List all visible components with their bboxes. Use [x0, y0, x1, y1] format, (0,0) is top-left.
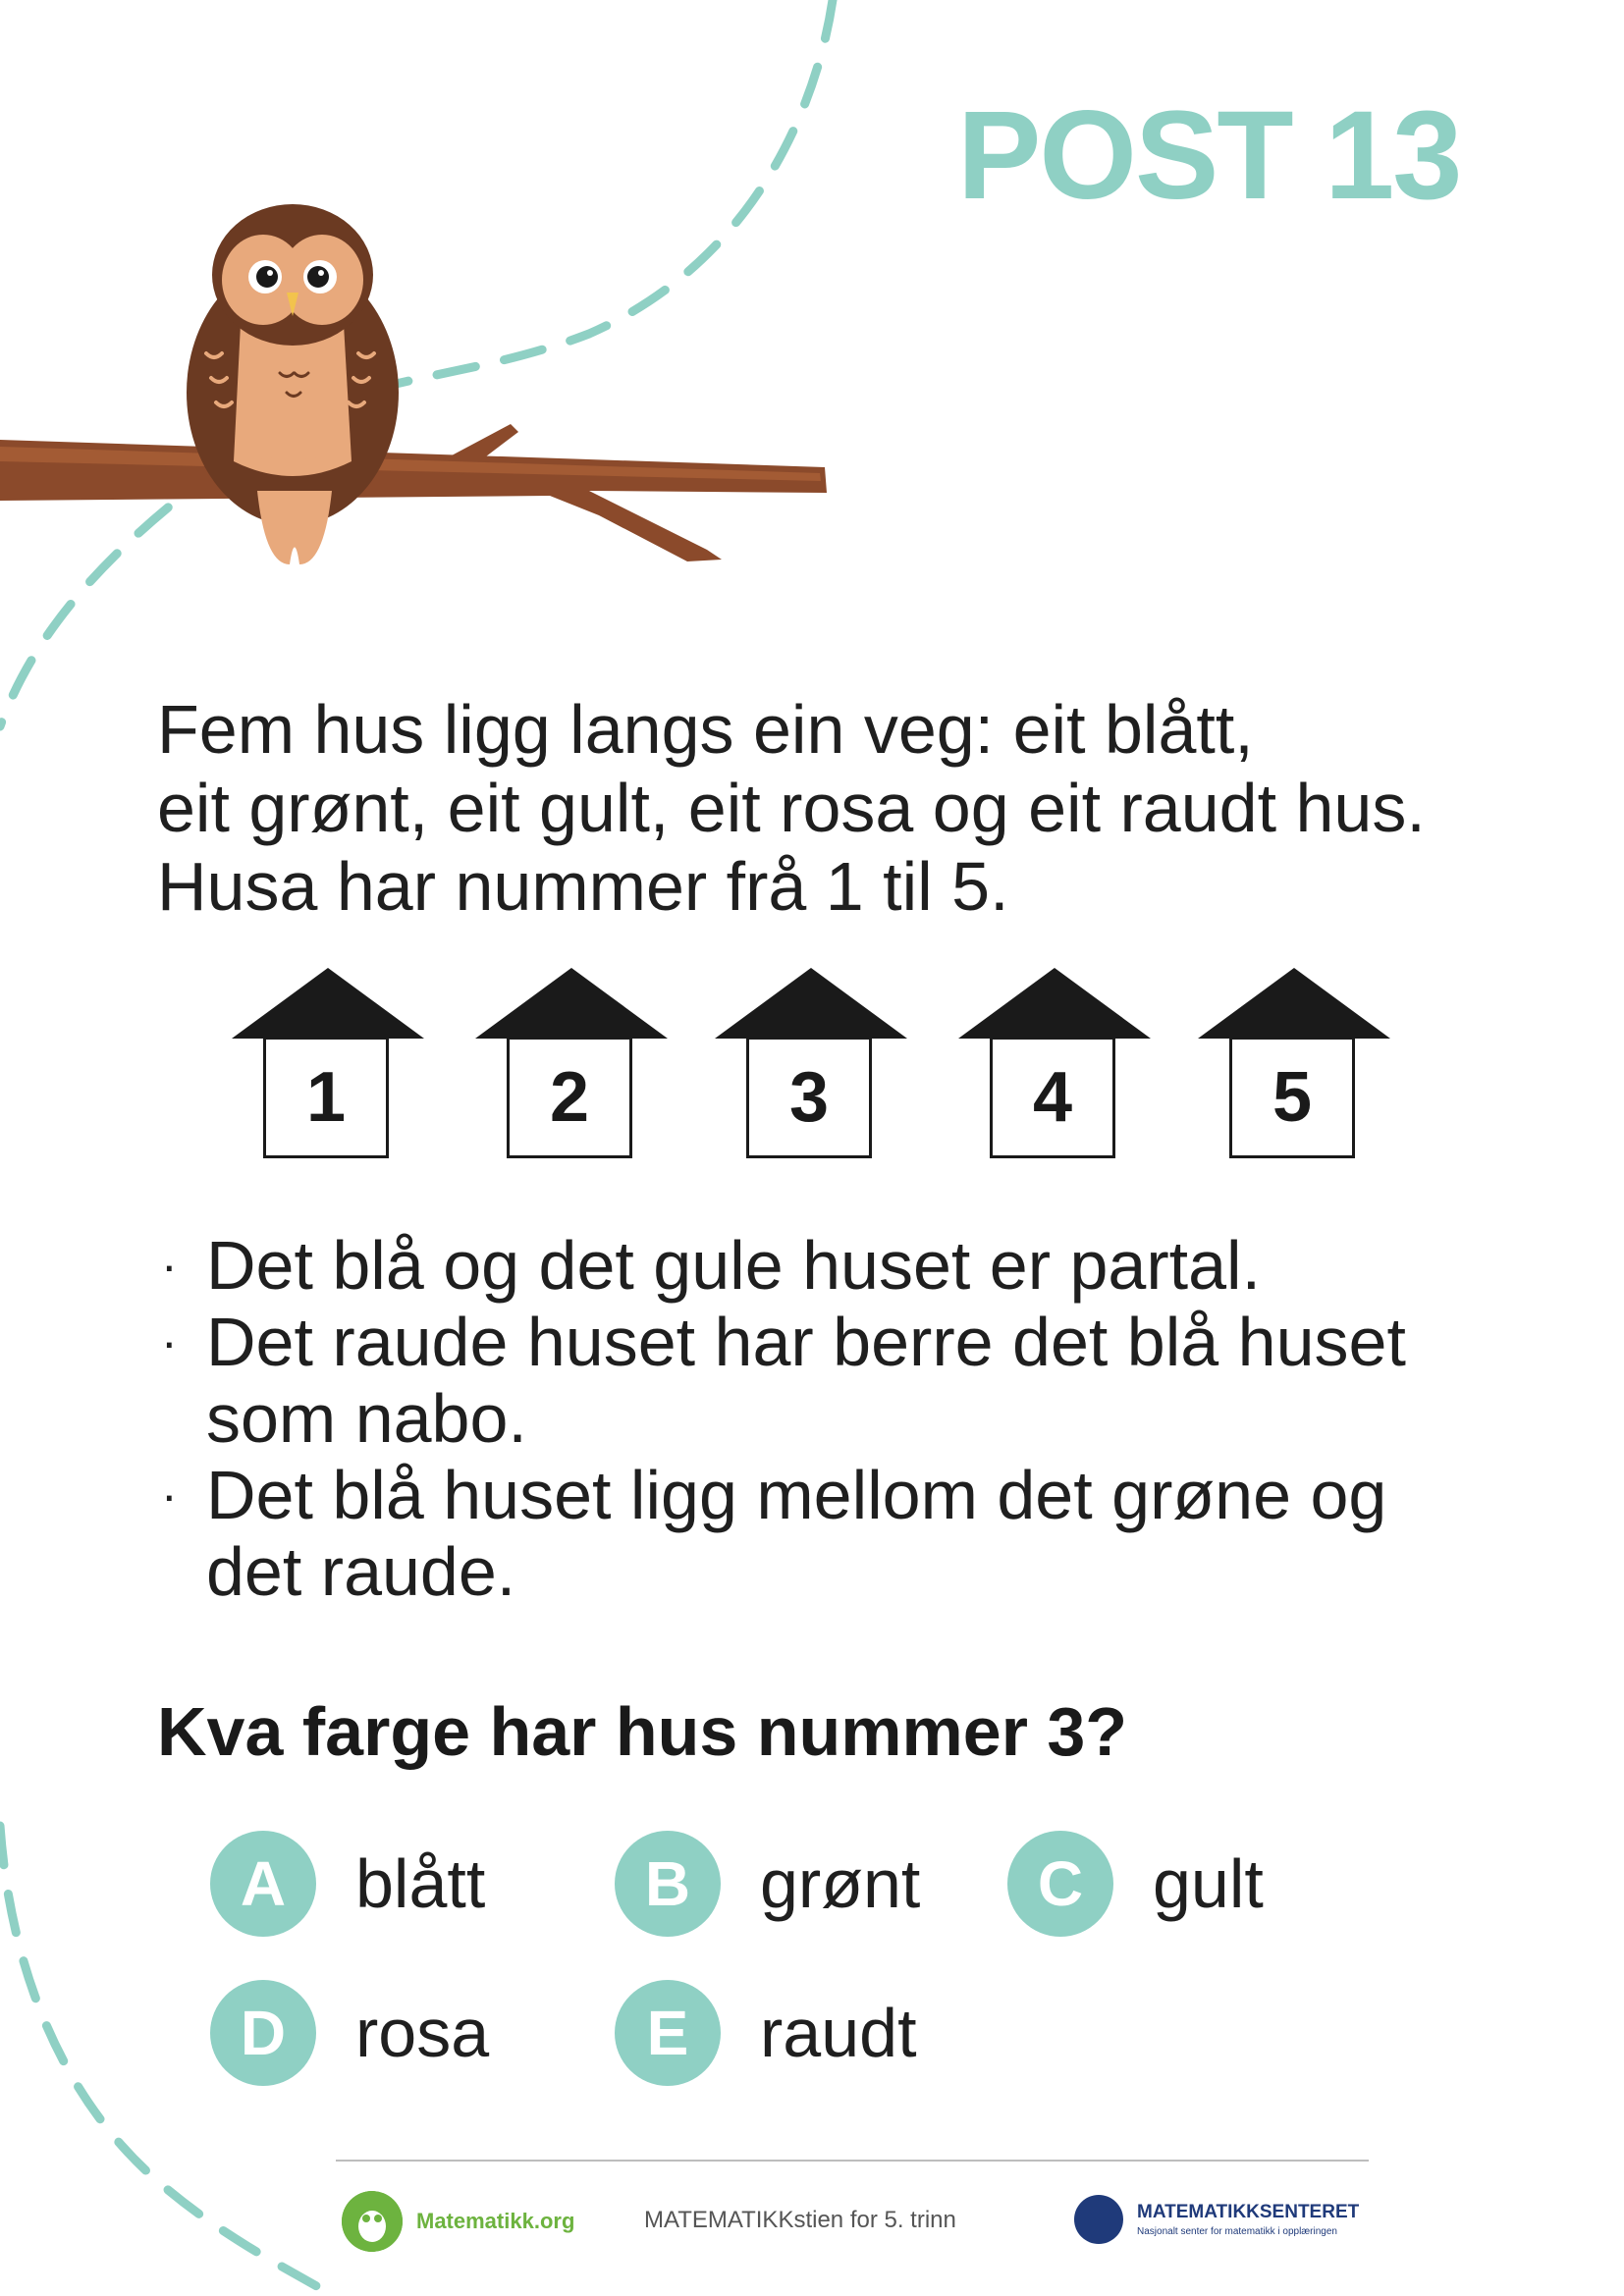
- option-letter-badge: C: [1007, 1831, 1113, 1937]
- house-1: [232, 968, 424, 1164]
- intro-line: eit grønt, eit gult, eit rosa og eit raudt hus.: [157, 770, 1426, 846]
- bullet: ·: [161, 1468, 178, 1522]
- option-label: rosa: [355, 1995, 490, 2071]
- clue-item: [157, 1457, 1463, 1610]
- bullet: ·: [161, 1238, 178, 1293]
- option-letter-badge: B: [615, 1831, 721, 1937]
- option-b[interactable]: [615, 1830, 920, 1938]
- option-label: blått: [355, 1845, 486, 1922]
- house-number: 1: [263, 1037, 389, 1158]
- option-letter-badge: D: [210, 1980, 316, 2086]
- matematikksenteret-title: MATEMATIKKSENTERET: [1137, 2202, 1360, 2222]
- matematikk-org-logo[interactable]: [342, 2191, 574, 2252]
- clue-text: Det blå og det gule huset er partal.: [206, 1227, 1262, 1304]
- matematikksenteret-logo[interactable]: [1074, 2195, 1359, 2244]
- house-5: [1198, 968, 1390, 1164]
- house-roof: [475, 968, 668, 1039]
- dashed-path-top: [0, 0, 833, 726]
- house-number: 5: [1229, 1037, 1355, 1158]
- clue-item: [157, 1227, 1463, 1304]
- option-letter-badge: E: [615, 1980, 721, 2086]
- owl-logo-icon: [342, 2191, 403, 2252]
- option-d[interactable]: [210, 1979, 489, 2087]
- house-roof: [232, 968, 424, 1039]
- clues-list: [157, 1227, 1463, 1610]
- houses-row: [232, 968, 1390, 1164]
- option-label: gult: [1153, 1845, 1264, 1922]
- house-roof: [1198, 968, 1390, 1039]
- intro-line: Fem hus ligg langs ein veg: eit blått,: [157, 691, 1254, 768]
- matematikk-org-label: Matematikk.org: [416, 2209, 575, 2233]
- option-label: raudt: [760, 1995, 917, 2071]
- option-label: grønt: [760, 1845, 921, 1922]
- house-roof: [715, 968, 907, 1039]
- clue-text: Det raude huset har berre det blå huset som nabo.: [206, 1304, 1406, 1457]
- option-e[interactable]: [615, 1979, 917, 2087]
- house-number: 2: [507, 1037, 632, 1158]
- footer-caption: MATEMATIKKstien for 5. trinn: [644, 2207, 956, 2233]
- house-number: 4: [990, 1037, 1115, 1158]
- house-3: [715, 968, 907, 1164]
- option-c[interactable]: [1007, 1830, 1264, 1938]
- option-letter-badge: A: [210, 1831, 316, 1937]
- clue-item: [157, 1304, 1463, 1457]
- option-a[interactable]: [210, 1830, 485, 1938]
- question-text: Kva farge har hus nummer 3?: [157, 1693, 1128, 1770]
- matematikksenteret-icon: [1074, 2195, 1123, 2244]
- house-2: [475, 968, 668, 1164]
- intro-line: Husa har nummer frå 1 til 5.: [157, 848, 1009, 925]
- post-title: POST 13: [957, 85, 1461, 226]
- matematikksenteret-subtitle: Nasjonalt senter for matematikk i opplæringen: [1137, 2226, 1337, 2237]
- clue-text: Det blå huset ligg mellom det grøne og det raude.: [206, 1457, 1387, 1610]
- bullet: ·: [161, 1314, 178, 1369]
- footer-divider: [336, 2160, 1369, 2162]
- intro-text: [157, 690, 1532, 926]
- house-4: [958, 968, 1151, 1164]
- house-roof: [958, 968, 1151, 1039]
- owl-illustration: [187, 204, 399, 564]
- branch: [0, 424, 827, 561]
- house-number: 3: [746, 1037, 872, 1158]
